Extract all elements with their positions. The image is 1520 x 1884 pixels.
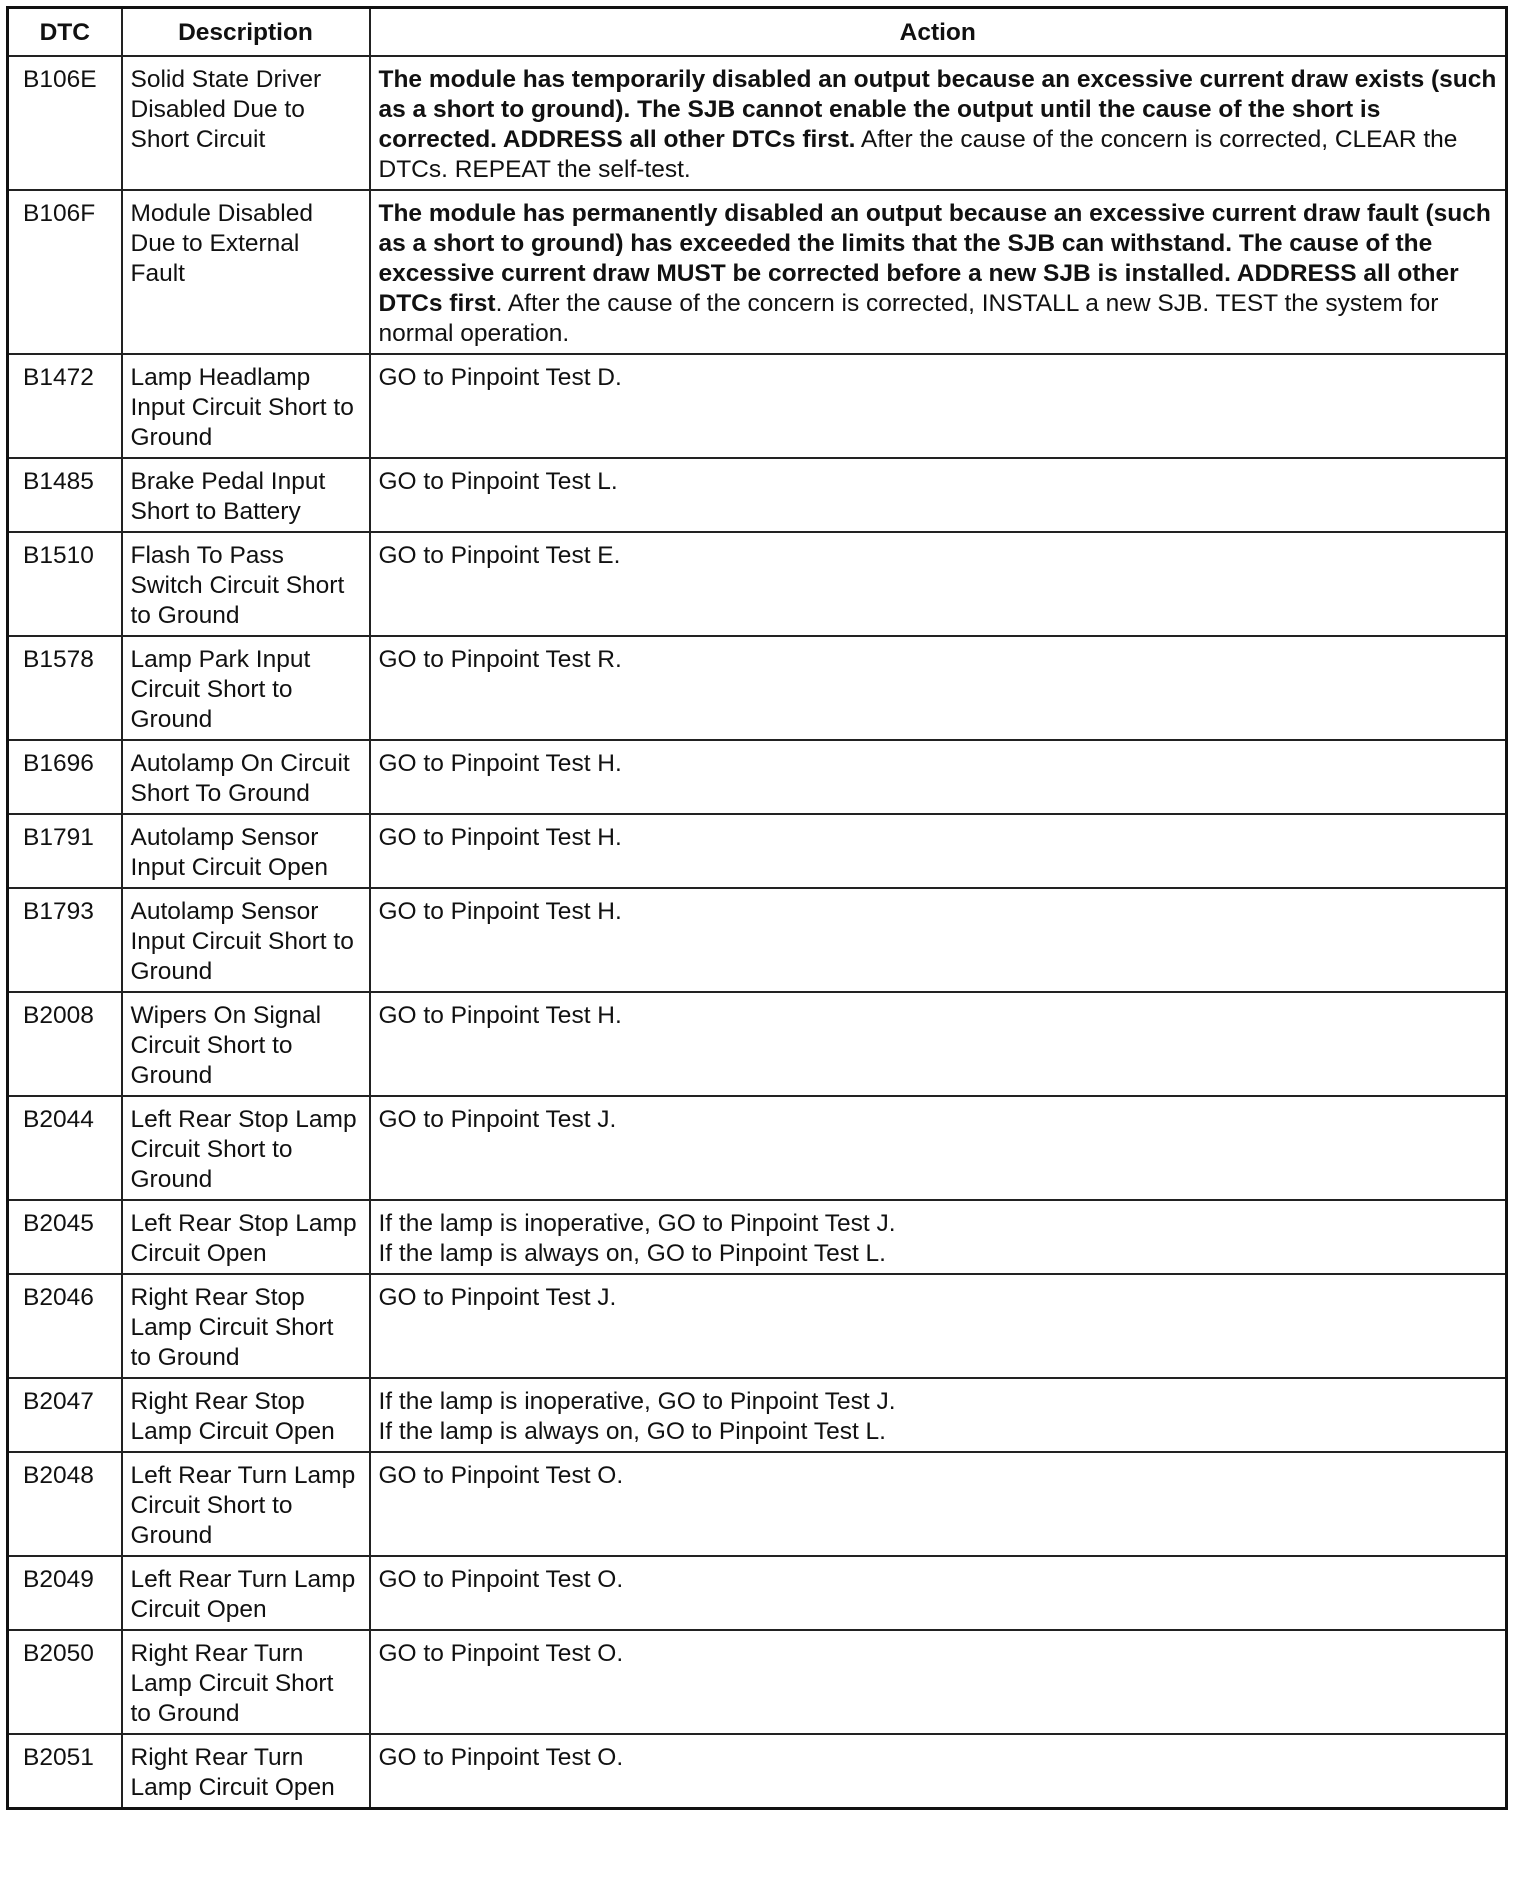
table-row [8, 1556, 1507, 1630]
action-line: If the lamp is inoperative, GO to Pinpoint Test J. [378, 1388, 896, 1415]
table-body [8, 56, 1507, 1809]
header-action: Action [370, 8, 1507, 57]
action-text: GO to Pinpoint Test E. [378, 542, 621, 569]
dtc-action [370, 992, 1507, 1096]
dtc-action [370, 888, 1507, 992]
table-row [8, 190, 1507, 354]
dtc-description: Autolamp On Circuit Short To Ground [122, 740, 370, 814]
action-text: GO to Pinpoint Test O. [378, 1640, 624, 1667]
dtc-action [370, 354, 1507, 458]
action-bold-text: The module has permanently disabled an output because an excessive current draw fault (such as a short to ground) has exceeded the limits that the SJB can withstand. The cause of the excessive current draw MUST be corrected before a new SJB is installed. ADDRESS all other DTCs first [378, 200, 1491, 317]
dtc-action [370, 1200, 1507, 1274]
dtc-description: Lamp Headlamp Input Circuit Short to Ground [122, 354, 370, 458]
action-text: GO to Pinpoint Test O. [378, 1462, 624, 1489]
dtc-code: B1578 [8, 636, 122, 740]
table-row [8, 1734, 1507, 1809]
dtc-description: Right Rear Stop Lamp Circuit Short to Ground [122, 1274, 370, 1378]
table-row [8, 1274, 1507, 1378]
dtc-action [370, 1452, 1507, 1556]
table-row [8, 636, 1507, 740]
table-row [8, 740, 1507, 814]
action-text: . After the cause of the concern is corrected, INSTALL a new SJB. TEST the system for normal operation. [378, 290, 1439, 347]
action-text: GO to Pinpoint Test L. [378, 468, 618, 495]
dtc-code: B2049 [8, 1556, 122, 1630]
dtc-action [370, 636, 1507, 740]
table-row [8, 56, 1507, 190]
dtc-description: Left Rear Stop Lamp Circuit Short to Ground [122, 1096, 370, 1200]
table-row [8, 1452, 1507, 1556]
dtc-description: Flash To Pass Switch Circuit Short to Ground [122, 532, 370, 636]
dtc-description: Left Rear Turn Lamp Circuit Short to Ground [122, 1452, 370, 1556]
dtc-code: B2050 [8, 1630, 122, 1734]
table-row [8, 992, 1507, 1096]
table-row [8, 354, 1507, 458]
header-description: Description [122, 8, 370, 57]
dtc-description: Right Rear Stop Lamp Circuit Open [122, 1378, 370, 1452]
dtc-code: B2047 [8, 1378, 122, 1452]
dtc-code: B1485 [8, 458, 122, 532]
table-row [8, 532, 1507, 636]
table-row [8, 888, 1507, 992]
dtc-description: Autolamp Sensor Input Circuit Open [122, 814, 370, 888]
header-dtc: DTC [8, 8, 122, 57]
dtc-description: Right Rear Turn Lamp Circuit Short to Ground [122, 1630, 370, 1734]
action-text: GO to Pinpoint Test H. [378, 824, 622, 851]
dtc-table [6, 6, 1508, 1810]
dtc-action [370, 1096, 1507, 1200]
dtc-description: Wipers On Signal Circuit Short to Ground [122, 992, 370, 1096]
dtc-action [370, 1274, 1507, 1378]
table-row [8, 1096, 1507, 1200]
dtc-action [370, 1378, 1507, 1452]
dtc-action [370, 532, 1507, 636]
dtc-action [370, 190, 1507, 354]
dtc-code: B2051 [8, 1734, 122, 1809]
dtc-description: Lamp Park Input Circuit Short to Ground [122, 636, 370, 740]
dtc-code: B1793 [8, 888, 122, 992]
action-text: GO to Pinpoint Test H. [378, 750, 622, 777]
action-text: GO to Pinpoint Test D. [378, 364, 622, 391]
dtc-code: B1510 [8, 532, 122, 636]
action-text: After the cause of the concern is corrected, CLEAR the DTCs. REPEAT the self-test. [378, 126, 1458, 183]
dtc-action [370, 740, 1507, 814]
dtc-action [370, 56, 1507, 190]
table-row [8, 1378, 1507, 1452]
action-text: GO to Pinpoint Test J. [378, 1106, 617, 1133]
action-line: If the lamp is always on, GO to Pinpoint Test L. [378, 1240, 886, 1267]
dtc-action [370, 1630, 1507, 1734]
dtc-action [370, 1556, 1507, 1630]
action-line: If the lamp is always on, GO to Pinpoint Test L. [378, 1418, 886, 1445]
table-header-row [8, 8, 1507, 57]
dtc-code: B1472 [8, 354, 122, 458]
dtc-code: B1696 [8, 740, 122, 814]
dtc-code: B2045 [8, 1200, 122, 1274]
dtc-action [370, 814, 1507, 888]
table-row [8, 1630, 1507, 1734]
table-row [8, 1200, 1507, 1274]
dtc-description: Brake Pedal Input Short to Battery [122, 458, 370, 532]
dtc-description: Autolamp Sensor Input Circuit Short to Ground [122, 888, 370, 992]
dtc-description: Module Disabled Due to External Fault [122, 190, 370, 354]
dtc-code: B2048 [8, 1452, 122, 1556]
dtc-description: Right Rear Turn Lamp Circuit Open [122, 1734, 370, 1809]
dtc-description: Left Rear Stop Lamp Circuit Open [122, 1200, 370, 1274]
table-row [8, 458, 1507, 532]
dtc-code: B2008 [8, 992, 122, 1096]
dtc-code: B106E [8, 56, 122, 190]
action-text: GO to Pinpoint Test J. [378, 1284, 617, 1311]
action-line: If the lamp is inoperative, GO to Pinpoint Test J. [378, 1210, 896, 1237]
dtc-description: Solid State Driver Disabled Due to Short Circuit [122, 56, 370, 190]
dtc-code: B1791 [8, 814, 122, 888]
dtc-action [370, 458, 1507, 532]
action-text: GO to Pinpoint Test O. [378, 1744, 624, 1771]
action-text: GO to Pinpoint Test H. [378, 1002, 622, 1029]
dtc-code: B2044 [8, 1096, 122, 1200]
action-text: GO to Pinpoint Test H. [378, 898, 622, 925]
table-row [8, 814, 1507, 888]
dtc-code: B2046 [8, 1274, 122, 1378]
action-text: GO to Pinpoint Test O. [378, 1566, 624, 1593]
action-text: GO to Pinpoint Test R. [378, 646, 622, 673]
dtc-description: Left Rear Turn Lamp Circuit Open [122, 1556, 370, 1630]
dtc-action [370, 1734, 1507, 1809]
action-bold-text: The module has temporarily disabled an output because an excessive current draw exists (such as a short to ground). The SJB cannot enable the output until the cause of the short is corrected. ADDRESS all other DTCs first. [378, 66, 1497, 153]
dtc-code: B106F [8, 190, 122, 354]
